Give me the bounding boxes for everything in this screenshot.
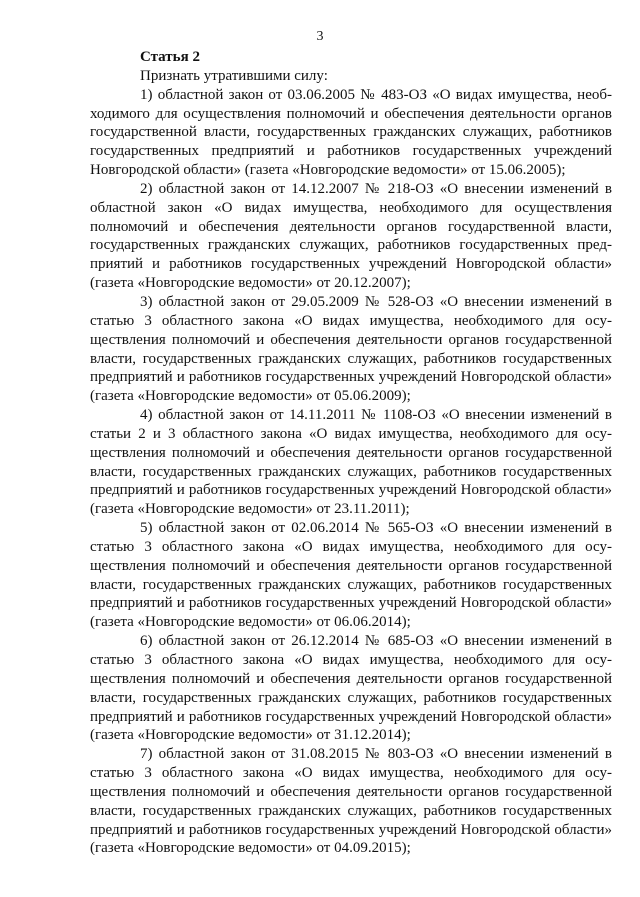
- repealed-law-item-3: 3) областной закон от 29.05.2009 № 528-ОЗ «О внесении изменений в статью 3 областного закона «О видах имущества, необходимого для осуществления полномочий и обеспечения деятельности органов государственной власти, государственных гражданских служащих, работников государственных предприятий и работников государственных учреждений Новгородской области» (газета «Новгородские ведомости» от 05.06.2009);: [90, 293, 612, 405]
- repealed-law-item-7: 7) областной закон от 31.08.2015 № 803-ОЗ «О внесении изменений в статью 3 областного закона «О видах имущества, необходимого для осуществления полномочий и обеспечения деятельности органов государственной власти, государственных гражданских служащих, работников государственных предприятий и работников государственных учреждений Новгородской области» (газета «Новгородские ведомости» от 04.09.2015);: [90, 746, 612, 857]
- repealed-law-item-4: 4) областной закон от 14.11.2011 № 1108-ОЗ «О внесении изменений в статьи 2 и 3 областного закона «О видах имущества, необходимого для осуществления полномочий и обеспечения деятельности органов государственной власти, государственных гражданских служащих, работников государственных предприятий и работников государственных учреждений Новгородской области» (газета «Новгородские ведомости» от 23.11.2011);: [90, 407, 612, 518]
- article-heading: Статья 2: [140, 49, 200, 65]
- repealed-law-item-1: 1) областной закон от 03.06.2005 № 483-ОЗ «О видах имущества, необходимого для осуществления полномочий и обеспечения деятельности органов государственной власти, государственных гражданских служащих, работников государственных предприятий и работников государственных учреждений Новгородской области» (газета «Новгородские ведомости» от 15.06.2005);: [90, 86, 612, 179]
- article-body: [90, 48, 612, 858]
- repealed-law-item-5: 5) областной закон от 02.06.2014 № 565-ОЗ «О внесении изменений в статью 3 областного закона «О видах имущества, необходимого для осуществления полномочий и обеспечения деятельности органов государственной власти, государственных гражданских служащих, работников государственных предприятий и работников государственных учреждений Новгородской области» (газета «Новгородские ведомости» от 06.06.2014);: [90, 520, 612, 631]
- page-number: 3: [316, 29, 324, 44]
- repealed-law-item-6: 6) областной закон от 26.12.2014 № 685-ОЗ «О внесении изменений в статью 3 областного закона «О видах имущества, необходимого для осуществления полномочий и обеспечения деятельности органов государственной власти, государственных гражданских служащих, работников государственных предприятий и работников государственных учреждений Новгородской области» (газета «Новгородские ведомости» от 31.12.2014);: [90, 633, 612, 744]
- article-intro: Признать утратившими силу:: [140, 67, 328, 84]
- repealed-law-item-2: 2) областной закон от 14.12.2007 № 218-ОЗ «О внесении изменений в областной закон «О видах имущества, необходимого для осуществления полномочий и обеспечения деятельности органов государственной власти, государственных гражданских служащих, работников государственных предприятий и работников государственных учреждений Новгородской области» (газета «Новгородские ведомости» от 20.12.2007);: [90, 180, 612, 292]
